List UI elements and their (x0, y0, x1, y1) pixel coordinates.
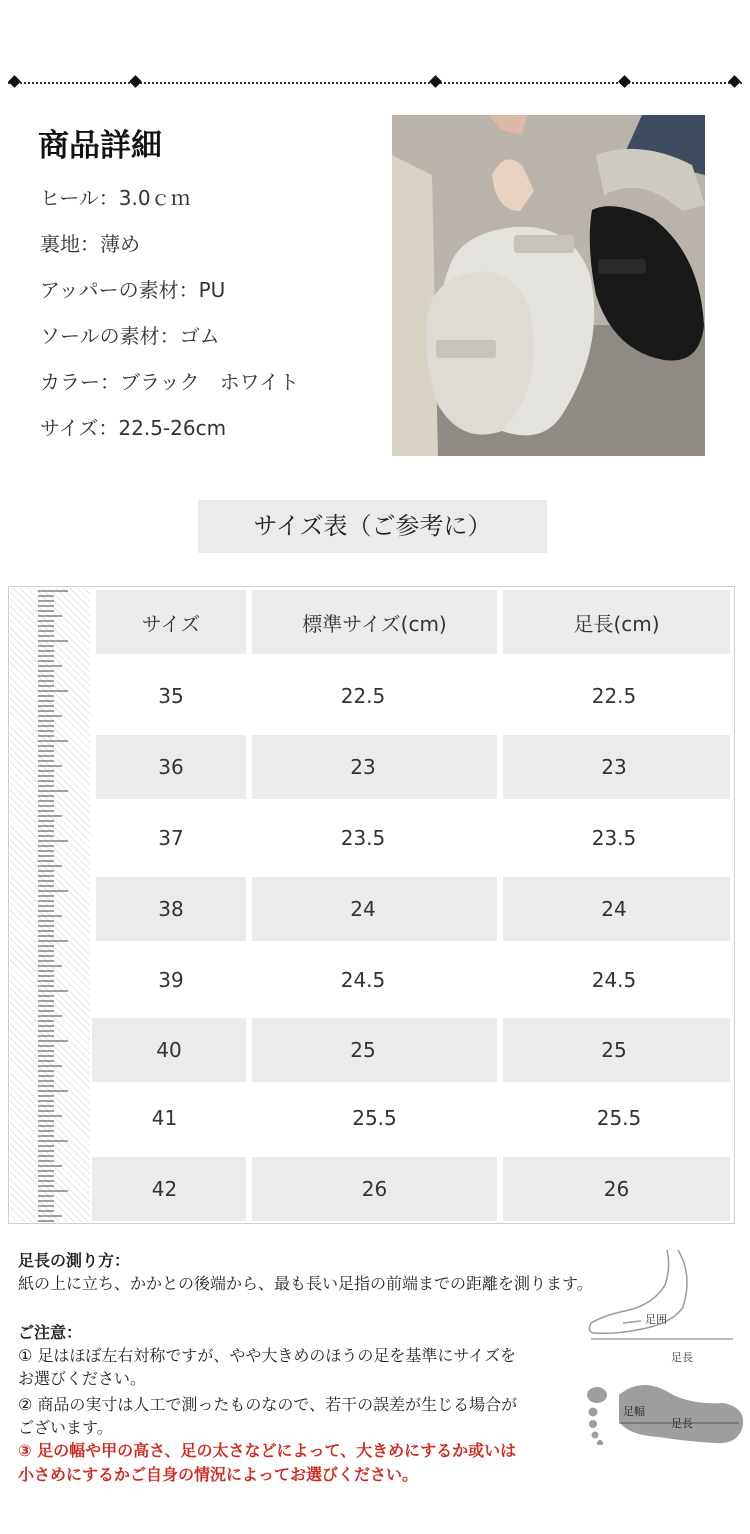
cell-standard-38: 24 (252, 877, 497, 941)
spec-color: カラー：ブラック ホワイト (40, 370, 299, 394)
cell-standard-39: 24.5 (340, 968, 386, 992)
spec-sole: ソールの素材：ゴム (40, 324, 220, 348)
cell-foot-36: 23 (503, 735, 730, 799)
cell-size-38: 38 (96, 877, 246, 941)
cell-foot-41: 25.5 (596, 1106, 642, 1130)
size-chart-heading: サイズ表（ご参考に） (198, 500, 547, 553)
label-width: 足幅 (623, 1405, 645, 1418)
measure-title: 足長の測り方： (18, 1251, 131, 1270)
cell-size-40: 40 (92, 1018, 246, 1082)
caution-line-2: お選びください。 (18, 1369, 147, 1388)
header-standard-size: 標準サイズ(cm) (252, 590, 497, 654)
ruler-ticks (10, 588, 90, 1222)
cell-size-42: 42 (92, 1157, 246, 1221)
measure-text: 紙の上に立ち、かかとの後端から、最も長い足指の前端までの距離を測ります。 (18, 1274, 593, 1293)
spec-lining: 裏地：薄め (40, 232, 140, 256)
cell-standard-36: 23 (252, 735, 497, 799)
cell-size-35: 35 (158, 684, 184, 708)
caution-line-1: ① 足はほぼ左右対称ですが、やや大きめのほうの足を基準にサイズを (18, 1346, 517, 1365)
cell-foot-37: 23.5 (591, 826, 637, 850)
caution-title: ご注意： (18, 1323, 83, 1342)
header-foot-length: 足長(cm) (503, 590, 730, 654)
label-girth: 足囲 (645, 1313, 667, 1326)
spec-size: サイズ：22.5-26cm (40, 416, 227, 440)
caution-red-line-2: 小さめにするかご自身の情況によってお選びください。 (18, 1465, 419, 1484)
caution-red-line-1: ③ 足の幅や甲の高さ、足の太さなどによって、大きめにするか或いは (18, 1441, 517, 1460)
toe-prints (587, 1387, 607, 1445)
caution-line-3: ② 商品の実寸は人工で測ったものなので、若干の誤差が生じる場合が (18, 1395, 518, 1414)
dotted-divider (8, 75, 742, 89)
header-size: サイズ (96, 590, 246, 654)
label-length-sole: 足長 (671, 1417, 693, 1430)
details-title: 商品詳細 (38, 128, 162, 164)
cell-standard-40: 25 (252, 1018, 497, 1082)
cell-size-37: 37 (158, 826, 184, 850)
cell-standard-37: 23.5 (340, 826, 386, 850)
cell-size-41: 41 (151, 1106, 178, 1130)
spec-heel: ヒール：3.0ｃｍ (40, 186, 191, 210)
spec-upper: アッパーの素材：PU (40, 278, 226, 302)
cell-standard-42: 26 (252, 1157, 497, 1221)
foot-measurement-diagram (583, 1245, 745, 1445)
cell-foot-40: 25 (503, 1018, 730, 1082)
ruler-graphic (10, 588, 90, 1222)
caution-line-4: ございます。 (18, 1418, 113, 1437)
cell-standard-35: 22.5 (340, 684, 386, 708)
product-photo (392, 115, 705, 456)
cell-foot-39: 24.5 (591, 968, 637, 992)
cell-foot-42: 26 (503, 1157, 730, 1221)
cell-size-36: 36 (96, 735, 246, 799)
label-length-top: 足長 (671, 1351, 693, 1364)
foot-side-outline (589, 1250, 687, 1333)
cell-size-39: 39 (158, 968, 184, 992)
cell-foot-35: 22.5 (591, 684, 637, 708)
cell-standard-41: 25.5 (352, 1106, 397, 1130)
cell-foot-38: 24 (503, 877, 730, 941)
